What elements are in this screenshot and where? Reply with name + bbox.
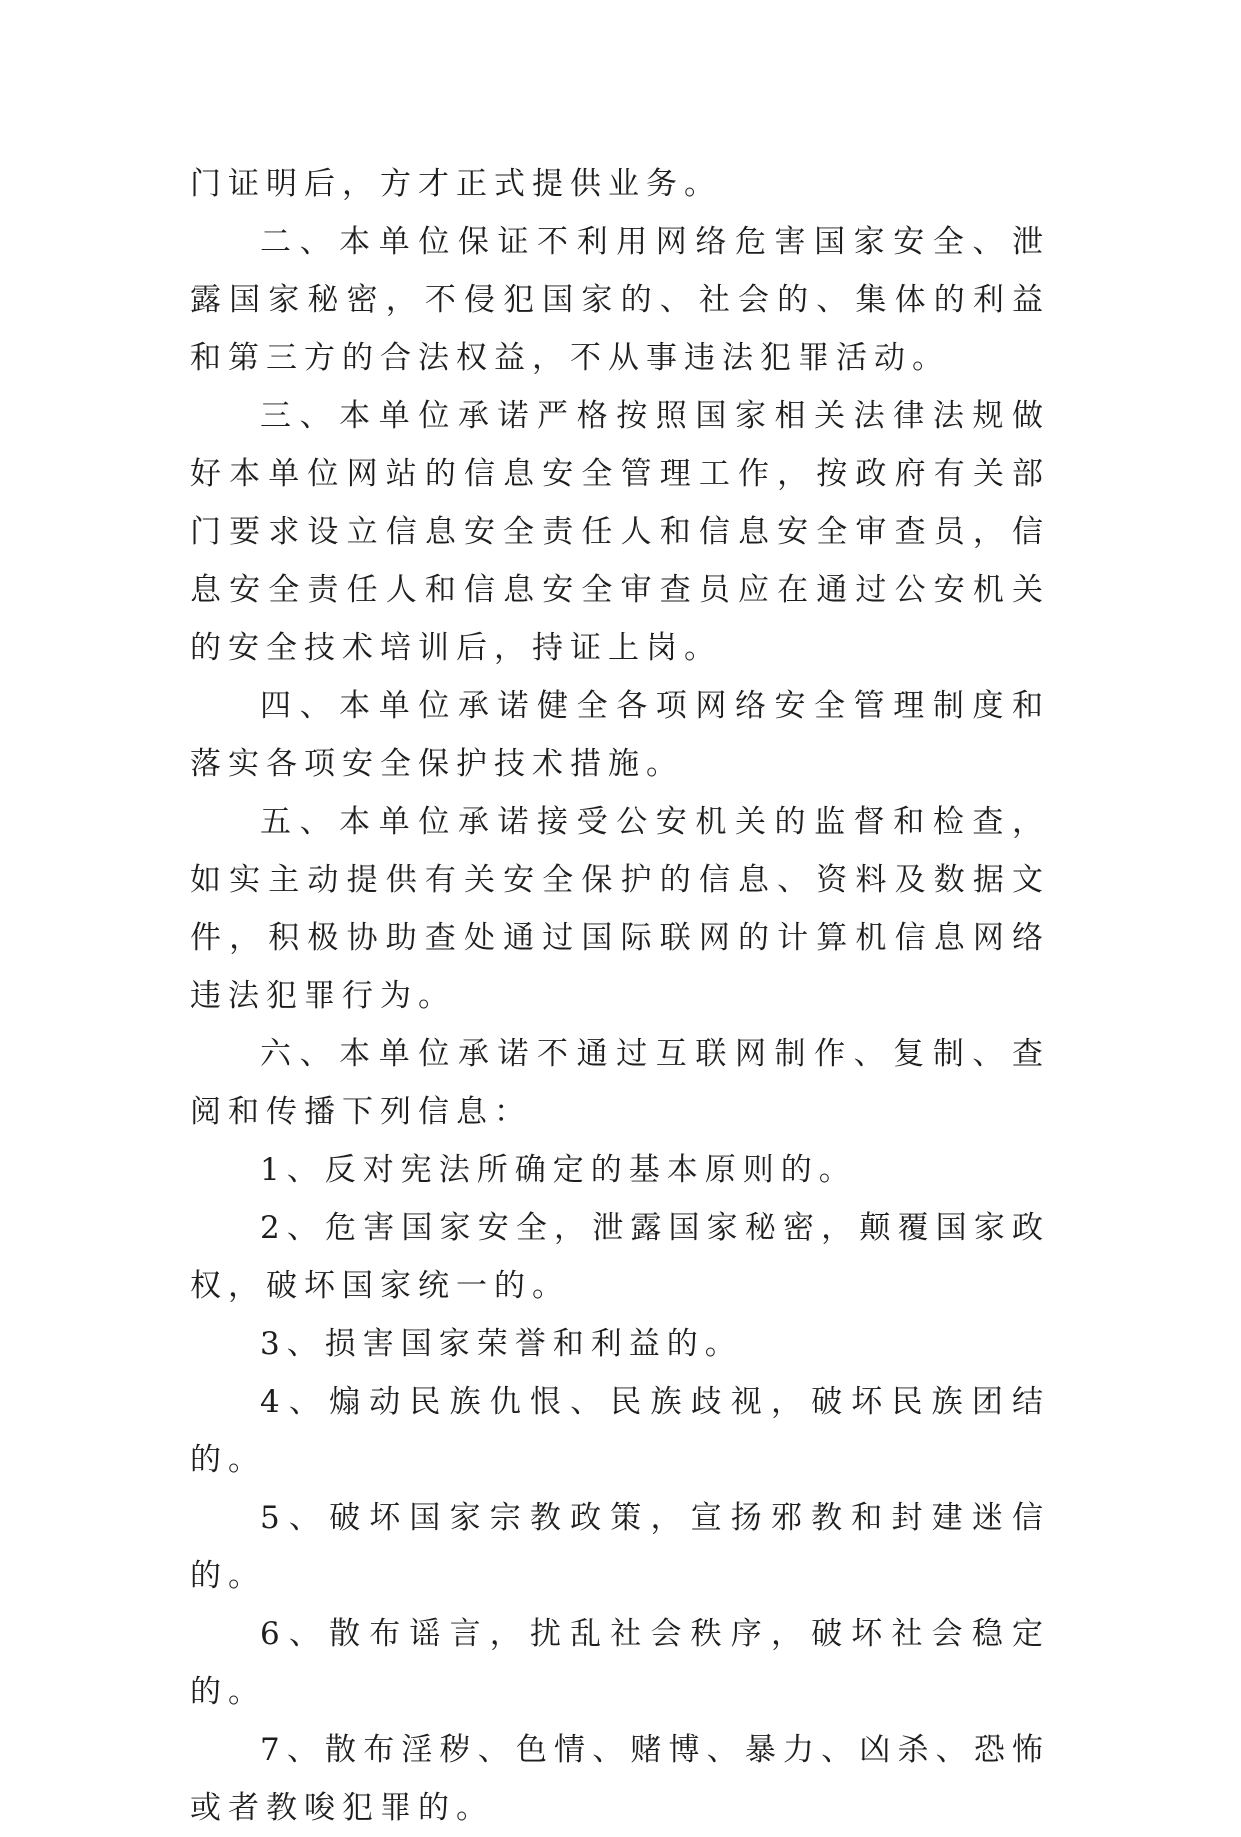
list-item-2: 2、危害国家安全，泄露国家秘密，颠覆国家政权，破坏国家统一的。 — [190, 1210, 1050, 1304]
list-item-5: 5、破坏国家宗教政策，宣扬邪教和封建迷信的。 — [190, 1500, 1050, 1594]
list-item-4: 4、煽动民族仇恨、民族歧视，破坏民族团结的。 — [190, 1384, 1050, 1478]
paragraph-clause-4: 四、本单位承诺健全各项网络安全管理制度和落实各项安全保护技术措施。 — [190, 688, 1050, 782]
list-item-7: 7、散布淫秽、色情、赌博、暴力、凶杀、恐怖或者教唆犯罪的。 — [190, 1732, 1050, 1826]
paragraph-clause-6: 六、本单位承诺不通过互联网制作、复制、查阅和传播下列信息： — [190, 1036, 1050, 1130]
paragraph-clause-2: 二、本单位保证不利用网络危害国家安全、泄露国家秘密，不侵犯国家的、社会的、集体的利益和第三方的合法权益，不从事违法犯罪活动。 — [190, 224, 1050, 376]
paragraph-clause-3: 三、本单位承诺严格按照国家相关法律法规做好本单位网站的信息安全管理工作，按政府有关部门要求设立信息安全责任人和信息安全审查员，信息安全责任人和信息安全审查员应在通过公安机关的安全技术培训后，持证上岗。 — [190, 398, 1050, 666]
paragraph-clause-5: 五、本单位承诺接受公安机关的监督和检查，如实主动提供有关安全保护的信息、资料及数据文件，积极协助查处通过国际联网的计算机信息网络违法犯罪行为。 — [190, 804, 1050, 1014]
list-item-3: 3、损害国家荣誉和利益的。 — [260, 1326, 743, 1362]
list-item-6: 6、散布谣言，扰乱社会秩序，破坏社会稳定的。 — [190, 1616, 1050, 1710]
document-body — [190, 155, 1050, 1837]
list-item-1: 1、反对宪法所确定的基本原则的。 — [260, 1152, 857, 1188]
paragraph-continuation: 门证明后，方才正式提供业务。 — [190, 166, 722, 202]
